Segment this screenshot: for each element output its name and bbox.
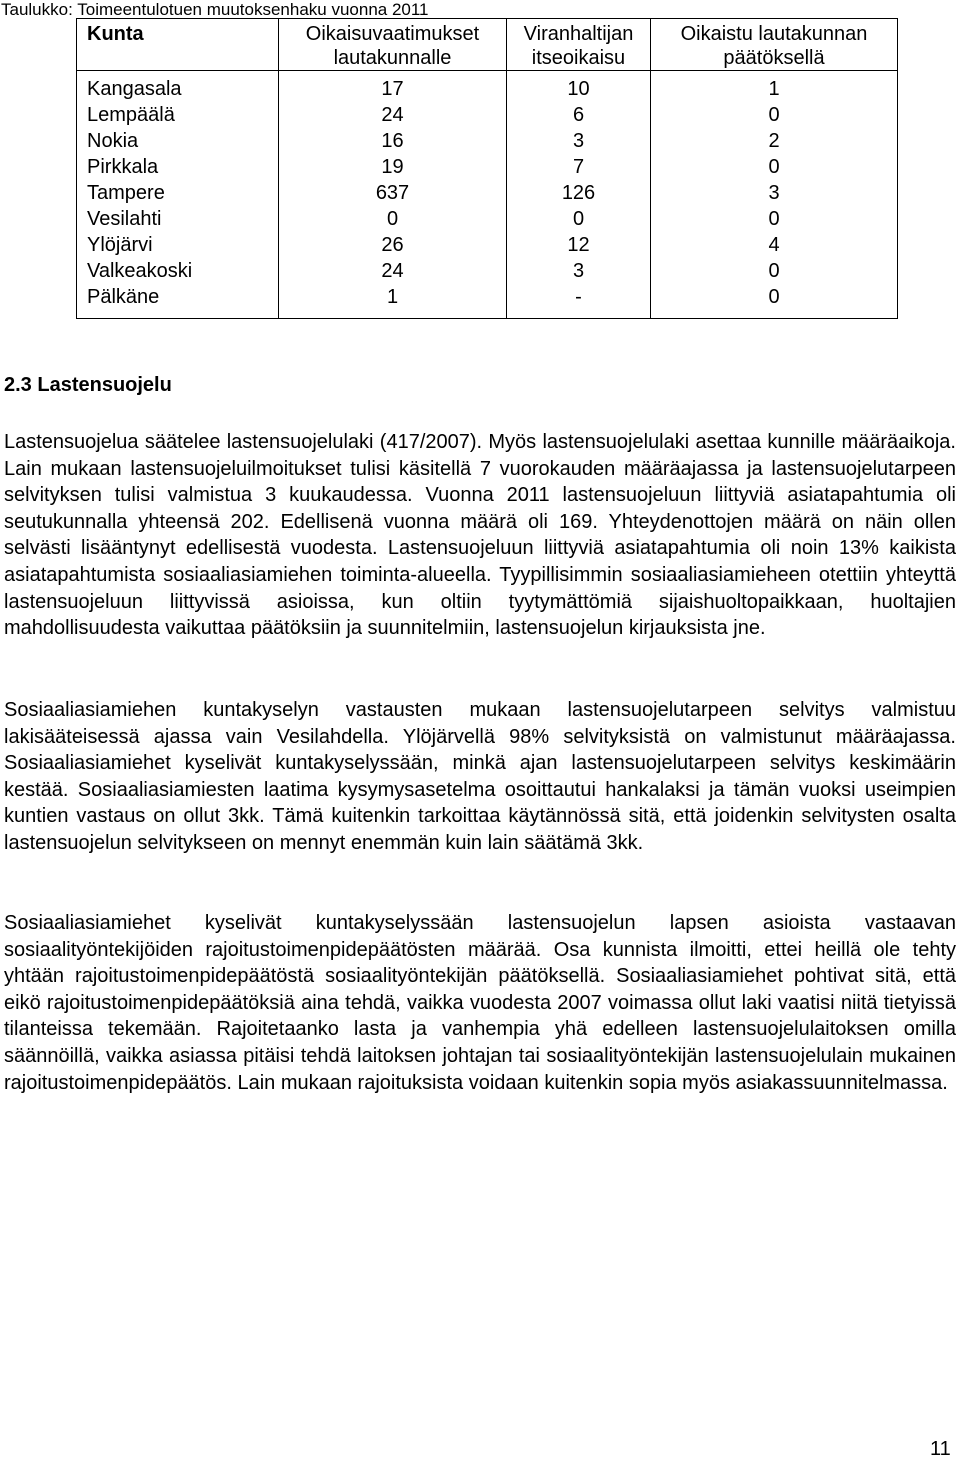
- cell-appeals: 24: [279, 102, 507, 128]
- cell-self-correction: 3: [507, 258, 651, 284]
- body-paragraph-2: Sosiaaliasiamiehen kuntakyselyn vastausten mukaan lastensuojelutarpeen selvitys valmistuu lakisääteisessä ajassa vain Vesilahdella. Ylöjärvellä 98% selvityksistä on valmistunut määräajassa. Sosiaaliasiamiehet kyselivät kuntakyselyssään, minkä ajan lastensuojelutarpeen selvitys keskimäärin kestää. Sosiaaliasiamiesten laatima kysymysasetelma osoittautui hankalaksi ja tämän vuoksi useimpien kuntien vastaus on ollut 3kk. Tämä kuitenkin tarkoittaa käytännössä sitä, että joidenkin selvitysten osalta lastensuojelun selvitykseen on mennyt enemmän kuin lain säätämä 3kk.: [4, 699, 956, 854]
- body-paragraph-1: Lastensuojelua säätelee lastensuojelulaki (417/2007). Myös lastensuojelulaki asettaa kunnille määräaikoja. Lain mukaan lastensuojeluilmoitukset tulisi käsitellä 7 vuorokauden määräajassa ja lastensuojelutarpeen selvityksen tulisi valmistua 3 kuukaudessa. Vuonna 2011 lastensuojeluun liittyviä asiatapahtumia oli seutukunnalla yhteensä 202. Edellisenä vuonna määrä oli 169. Yhteydenottojen määrä on näin ollen selvästi lisääntynyt edellisestä vuodesta. Lastensuojeluun liittyviä asiatapahtumia oli noin 13% kaikista asiatapahtumista sosiaaliasiamiehen toiminta-alueella. Tyypillisimmin sosiaaliasiamieheen otettiin yhteyttä lastensuojeluun liittyvissä asioissa, kun oltiin tyytymättömiä sijaishuoltopaikkaan, huoltajien mahdollisuudesta vaikuttaa päätöksiin ja suunnitelmiin, lastensuojelun kirjauksista jne.: [4, 431, 956, 640]
- cell-appeals: 0: [279, 206, 507, 232]
- cell-self-correction: 3: [507, 128, 651, 154]
- table-row: [77, 232, 898, 258]
- cell-appeals: 24: [279, 258, 507, 284]
- cell-self-correction: 126: [507, 180, 651, 206]
- cell-appeals: 1: [279, 284, 507, 319]
- table-row: [77, 128, 898, 154]
- cell-corrected-by-board: 0: [651, 154, 898, 180]
- cell-municipality: Nokia: [77, 128, 279, 154]
- cell-corrected-by-board: 0: [651, 102, 898, 128]
- cell-corrected-by-board: 0: [651, 258, 898, 284]
- col-header-corrected-by-board: Oikaistu lautakunnan päätöksellä: [651, 19, 898, 71]
- cell-municipality: Tampere: [77, 180, 279, 206]
- cell-corrected-by-board: 0: [651, 206, 898, 232]
- body-paragraph-3: Sosiaaliasiamiehet kyselivät kuntakyselyssään lastensuojelun lapsen asioista vastaavan sosiaalityöntekijöiden rajoitustoimenpidepäätösten määrää. Osa kunnista ilmoitti, ettei heillä ole tehty yhtään rajoitustoimenpidepäätöstä sosiaalityöntekijän päätöksellä. Sosiaaliasiamiehet pohtivat sitä, että eikö rajoitustoimenpidepäätöksiä aina tehdä, vaikka vuodesta 2007 voimassa ollut laki vaatisi niitä tietyissä tilanteissa tekemään. Rajoitetaanko lasta ja vanhempia yhä edelleen lastensuojelulaitoksen omilla säännöillä, vaikka asiassa pitäisi tehdä laitoksen johtajan tai sosiaalityöntekijän lastensuojelulain mukainen rajoitustoimenpidepäätös. Lain mukaan rajoituksista voidaan kuitenkin sopia myös asiakassuunnitelmassa.: [4, 912, 956, 1094]
- table-row: [77, 154, 898, 180]
- cell-appeals: 637: [279, 180, 507, 206]
- cell-appeals: 19: [279, 154, 507, 180]
- cell-municipality: Pälkäne: [77, 284, 279, 319]
- table-row: [77, 180, 898, 206]
- col-header-self-correction: Viranhaltijan itseoikaisu: [507, 19, 651, 71]
- cell-corrected-by-board: 2: [651, 128, 898, 154]
- cell-corrected-by-board: 4: [651, 232, 898, 258]
- cell-appeals: 16: [279, 128, 507, 154]
- table-caption: Taulukko: Toimeentulotuen muutoksenhaku vuonna 2011: [1, 0, 429, 19]
- cell-municipality: Valkeakoski: [77, 258, 279, 284]
- cell-municipality: Vesilahti: [77, 206, 279, 232]
- cell-self-correction: -: [507, 284, 651, 319]
- table-row: [77, 71, 898, 103]
- col-header-municipality: Kunta: [77, 19, 279, 71]
- cell-corrected-by-board: 0: [651, 284, 898, 319]
- table-row: [77, 258, 898, 284]
- cell-self-correction: 6: [507, 102, 651, 128]
- cell-appeals: 26: [279, 232, 507, 258]
- table-row: [77, 206, 898, 232]
- table-row: [77, 102, 898, 128]
- cell-self-correction: 12: [507, 232, 651, 258]
- cell-municipality: Lempäälä: [77, 102, 279, 128]
- table-row: [77, 284, 898, 319]
- cell-municipality: Kangasala: [77, 71, 279, 103]
- cell-self-correction: 10: [507, 71, 651, 103]
- cell-appeals: 17: [279, 71, 507, 103]
- cell-municipality: Pirkkala: [77, 154, 279, 180]
- cell-self-correction: 0: [507, 206, 651, 232]
- page-number: 11: [930, 1438, 951, 1460]
- table-header-row: [77, 19, 898, 71]
- cell-corrected-by-board: 1: [651, 71, 898, 103]
- cell-self-correction: 7: [507, 154, 651, 180]
- col-header-appeals: Oikaisuvaatimukset lautakunnalle: [279, 19, 507, 71]
- appeals-table: [76, 18, 898, 319]
- cell-municipality: Ylöjärvi: [77, 232, 279, 258]
- section-heading: 2.3 Lastensuojelu: [4, 374, 172, 396]
- cell-corrected-by-board: 3: [651, 180, 898, 206]
